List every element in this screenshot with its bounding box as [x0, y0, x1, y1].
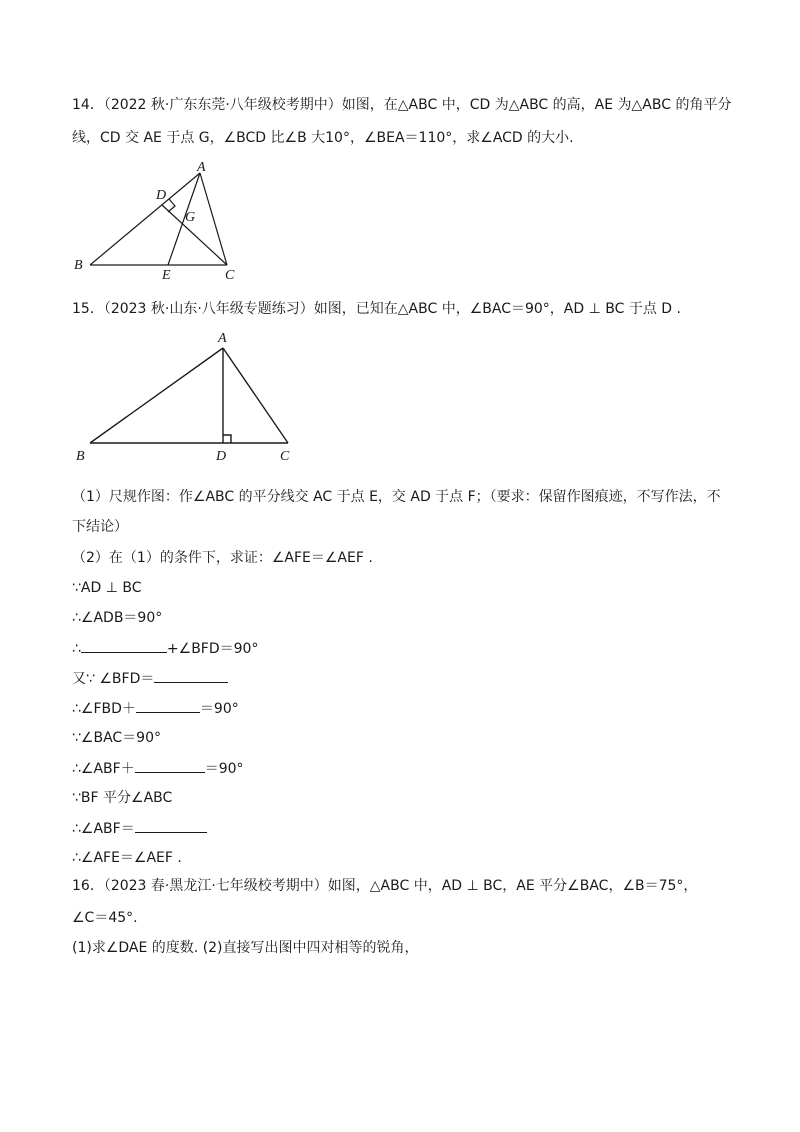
- q15-figure: [70, 328, 310, 468]
- q15-blank-2[interactable]: [154, 668, 228, 683]
- q15-blank-3[interactable]: [136, 698, 200, 713]
- q15-step-5: [72, 698, 239, 719]
- q15-step-7: [72, 758, 244, 779]
- q15-step-3: [72, 638, 258, 659]
- q15-step-7-suffix: ＝90°: [204, 761, 244, 777]
- q15-part1-line2: 下结论）: [72, 519, 128, 535]
- q15-step-3-prefix: ∴: [72, 641, 81, 657]
- q15-step-6: ∵∠BAC＝90°: [72, 730, 161, 746]
- q14-text-line1: 14．（2022 秋·广东东莞·八年级校考期中）如图，在△ABC 中，CD 为△ABC 的高，AE 为△ABC 的角平分: [72, 97, 732, 113]
- q15-side-ab: [90, 348, 223, 443]
- q15-label-c: C: [280, 449, 290, 464]
- q15-label-d: D: [216, 449, 227, 464]
- q15-step-8: ∵BF 平分∠ABC: [72, 790, 173, 806]
- q15-step-9: [72, 818, 207, 839]
- q15-step-5-prefix: ∴∠FBD＋: [72, 701, 136, 717]
- q15-step-3-suffix: +∠BFD＝90°: [166, 641, 259, 657]
- q15-part2: （2）在（1）的条件下，求证：∠AFE＝∠AEF .: [72, 550, 373, 566]
- q15-step-10: ∴∠AFE＝∠AEF .: [72, 850, 182, 866]
- q14-label-c: C: [225, 268, 235, 280]
- q15-step-4-prefix: 又∵ ∠BFD＝: [72, 671, 155, 687]
- q16-text-line1: 16．（2023 春·黑龙江·七年级校考期中）如图，△ABC 中，AD ⊥ BC，AE 平分∠BAC，∠B＝75°，: [72, 878, 698, 894]
- q14-label-g: G: [185, 210, 196, 225]
- q14-right-angle-mark: [168, 199, 175, 212]
- q15-side-ac: [223, 348, 288, 443]
- q14-label-e: E: [162, 268, 171, 280]
- q15-step-4: [72, 668, 228, 689]
- q14-text-line2: 线，CD 交 AE 于点 G，∠BCD 比∠B 大10°，∠BEA＝110°，求∠ACD 的大小.: [72, 130, 574, 146]
- q15-blank-4[interactable]: [135, 758, 205, 773]
- q15-step-9-prefix: ∴∠ABF＝: [72, 821, 135, 837]
- q15-blank-5[interactable]: [135, 818, 207, 833]
- q16-text-line2: ∠C＝45°.: [72, 910, 138, 926]
- q14-side-ac: [200, 173, 227, 265]
- q15-label-b: B: [76, 449, 85, 464]
- q15-step-7-prefix: ∴∠ABF＋: [72, 761, 135, 777]
- q15-step-1: ∵AD ⊥ BC: [72, 580, 142, 596]
- q15-step-2: ∴∠ADB＝90°: [72, 610, 163, 626]
- q15-blank-1[interactable]: [81, 638, 167, 653]
- q14-label-a: A: [197, 160, 206, 175]
- q16-text-line3: (1)求∠DAE 的度数. (2)直接写出图中四对相等的锐角，: [72, 940, 419, 956]
- q14-figure: [70, 155, 260, 280]
- q14-label-d: D: [156, 188, 167, 203]
- q14-label-b: B: [74, 258, 83, 273]
- q15-part1-line1: （1）尺规作图：作∠ABC 的平分线交 AC 于点 E，交 AD 于点 F；（要求：保留作图痕迹，不写作法，不: [72, 489, 721, 505]
- q15-step-5-suffix: ＝90°: [199, 701, 239, 717]
- q15-intro: 15．（2023 秋·山东·八年级专题练习）如图，已知在△ABC 中，∠BAC＝90°，AD ⊥ BC 于点 D .: [72, 301, 681, 317]
- q15-right-angle-mark: [223, 435, 231, 443]
- q15-label-a: A: [218, 331, 227, 346]
